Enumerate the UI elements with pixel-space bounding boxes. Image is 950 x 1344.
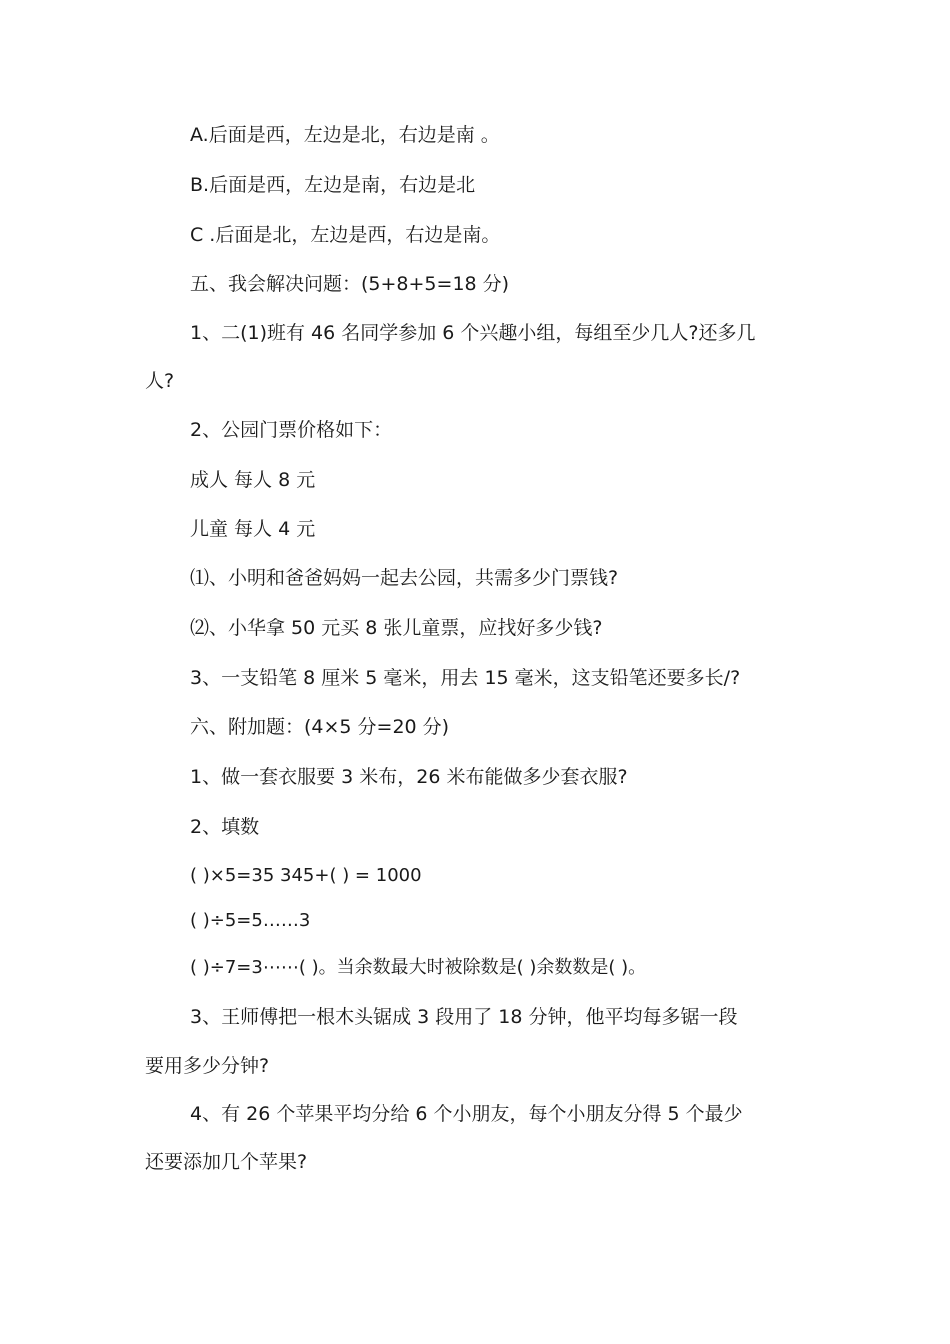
ticket-price-child: 儿童 每人 4 元 xyxy=(190,518,316,540)
bonus-problem-4-line-2: 还要添加几个苹果? xyxy=(145,1151,308,1173)
problem-1-line-2: 人? xyxy=(145,370,175,392)
option-c: C .后面是北，左边是西，右边是南。 xyxy=(190,224,501,246)
problem-2-part-1: ⑴、小明和爸爸妈妈一起去公园，共需多少门票钱? xyxy=(190,567,619,589)
bonus-problem-3-line-2: 要用多少分钟? xyxy=(145,1055,270,1077)
option-a: A.后面是西，左边是北，右边是南 。 xyxy=(190,124,500,146)
bonus-problem-1: 1、做一套衣服要 3 米布，26 米布能做多少套衣服? xyxy=(190,766,628,788)
ticket-price-adult: 成人 每人 8 元 xyxy=(190,469,316,491)
fill-in-line-3: ( )÷7=3⋯⋯( )。当余数最大时被除数是( )余数数是( )。 xyxy=(190,957,647,978)
problem-1-line-1: 1、二(1)班有 46 名同学参加 6 个兴趣小组，每组至少几人?还多几 xyxy=(190,322,756,344)
section-five-heading: 五、我会解决问题：(5+8+5=18 分) xyxy=(190,273,510,295)
problem-3: 3、一支铅笔 8 厘米 5 毫米，用去 15 毫米，这支铅笔还要多长/? xyxy=(190,667,741,689)
bonus-problem-2-heading: 2、填数 xyxy=(190,816,260,838)
bonus-problem-3-line-1: 3、王师傅把一根木头锯成 3 段用了 18 分钟，他平均每多锯一段 xyxy=(190,1006,738,1028)
fill-in-line-2: ( )÷5=5……3 xyxy=(190,910,311,931)
problem-2-heading: 2、公园门票价格如下： xyxy=(190,419,393,441)
bonus-problem-4-line-1: 4、有 26 个苹果平均分给 6 个小朋友，每个小朋友分得 5 个最少 xyxy=(190,1103,743,1125)
option-b: B.后面是西，左边是南，右边是北 xyxy=(190,174,476,196)
section-six-heading: 六、附加题：(4×5 分=20 分) xyxy=(190,716,450,738)
fill-in-line-1: ( )×5=35 345+( ) = 1000 xyxy=(190,865,422,886)
problem-2-part-2: ⑵、小华拿 50 元买 8 张儿童票，应找好多少钱? xyxy=(190,617,603,639)
